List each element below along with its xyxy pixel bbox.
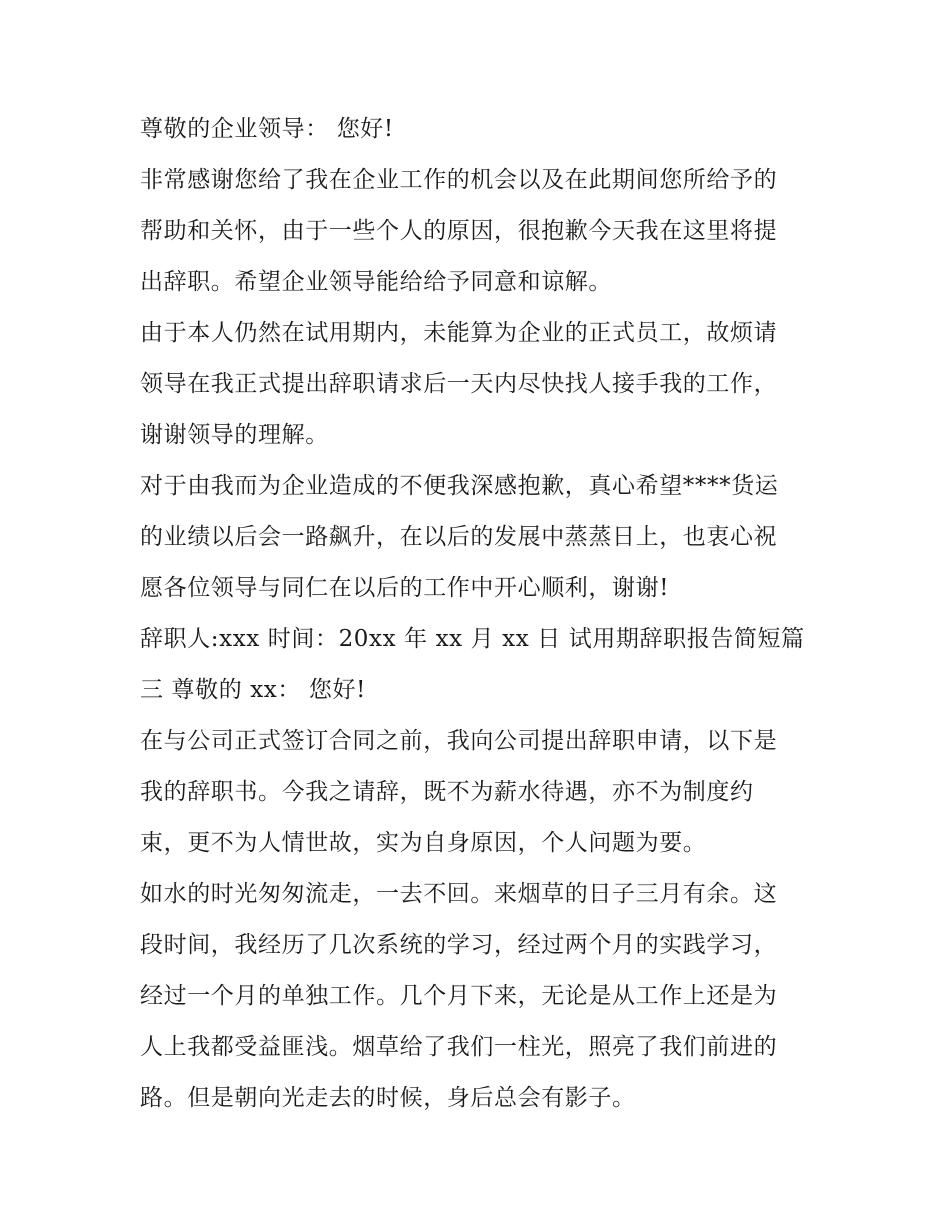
paragraph-line: 束，更不为人情世故，实为自身原因，个人问题为要。 [140, 830, 707, 856]
paragraph-line: 人上我都受益匪浅。烟草给了我们一柱光，照亮了我们前进的 [140, 1034, 778, 1060]
paragraph-line: 段时间，我经历了几次系统的学习，经过两个月的实践学习， [140, 932, 778, 958]
paragraph-line: 经过一个月的单独工作。几个月下来，无论是从工作上还是为 [140, 983, 778, 1009]
paragraph-line: 对于由我而为企业造成的不便我深感抱歉，真心希望****货运 [140, 473, 779, 499]
paragraph-line: 由于本人仍然在试用期内，未能算为企业的正式员工，故烦请 [140, 320, 778, 346]
paragraph-line: 路。但是朝向光走去的时候，身后总会有影子。 [140, 1085, 636, 1111]
greeting-line: 尊敬的企业领导： 您好! [140, 116, 394, 142]
greeting-line: 三 尊敬的 xx： 您好! [140, 677, 366, 703]
paragraph-line: 非常感谢您给了我在企业工作的机会以及在此期间您所给予的 [140, 167, 778, 193]
paragraph-line: 领导在我正式提出辞职请求后一天内尽快找人接手我的工作， [140, 371, 778, 397]
paragraph-line: 在与公司正式签订合同之前，我向公司提出辞职申请，以下是 [140, 728, 778, 754]
paragraph-line: 我的辞职书。今我之请辞，既不为薪水待遇，亦不为制度约 [140, 779, 754, 805]
paragraph-line: 如水的时光匆匆流走，一去不回。来烟草的日子三月有余。这 [140, 881, 778, 907]
paragraph-line: 帮助和关怀，由于一些个人的原因，很抱歉今天我在这里将提 [140, 218, 778, 244]
paragraph-line: 谢谢领导的理解。 [140, 422, 329, 448]
paragraph-line: 的业绩以后会一路飙升，在以后的发展中蒸蒸日上，也衷心祝 [140, 524, 778, 550]
signature-line: 辞职人:xxx 时间：20xx 年 xx 月 xx 日 试用期辞职报告简短篇 [140, 626, 805, 652]
paragraph-line: 出辞职。希望企业领导能给给予同意和谅解。 [140, 269, 612, 295]
paragraph-line: 愿各位领导与同仁在以后的工作中开心顺利，谢谢! [140, 575, 670, 601]
